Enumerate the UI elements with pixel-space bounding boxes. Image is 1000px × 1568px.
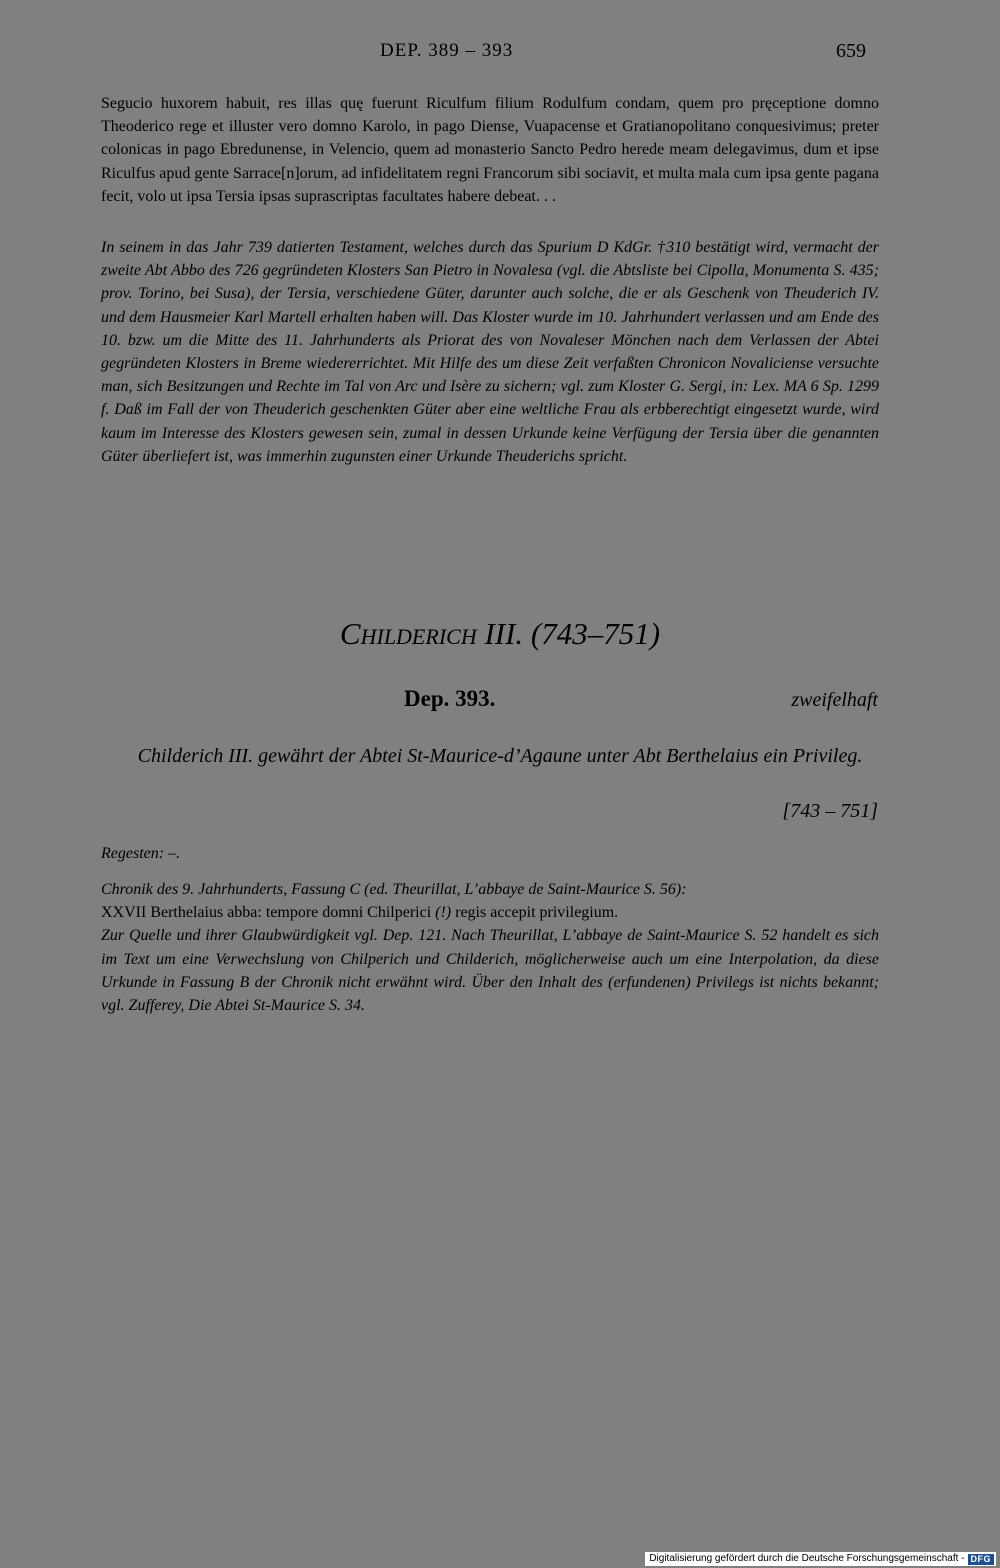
entry-date: [743 – 751] xyxy=(782,800,878,822)
entry-summary: Childerich III. gewährt der Abtei St-Maurice-d’Agaune unter Abt Berthelaius ein Privileg. xyxy=(137,745,863,767)
charter-excerpt: Segucio huxorem habuit, res illas quę fuerunt Riculfum filium Rodulfum condam, quem pro pręceptione domno Theoderico rege et illuster vero domno Karolo, in pago Diense, Vuapacense et Gratianopolitano conquesivimus; preter colonicas in pago Ebredunense, in Velencio, quem ad monasterio Sancto Pedro herede meam delegavimus, dum et ipse Riculfus apud gente Sarrace[n]orum, ad infidelitatem regni Francorum sibi sociavit, et multa mala cum ipsa gente pagana fecit, volo ut ipsa Tersia ipsas suprascriptas facultates habere debeat. . . xyxy=(101,95,879,205)
source-note: Zur Quelle und ihrer Glaubwürdigkeit vgl. Dep. 121. Nach Theurillat, L’abbaye de Saint-Maurice S. 52 handelt es sich im Text um eine Verwechslung von Chilperich und Childerich, möglicherweise auch um eine Interpolation, da diese Urkunde in Fassung B der Chronik nicht erwähnt wird. Über den Inhalt des (erfundenen) Privilegs ist nichts bekannt; vgl. Zufferey, Die Abtei St-Maurice S. 34. xyxy=(101,927,879,1015)
entry-status: zweifelhaft xyxy=(791,689,878,711)
commentary-paragraph: In seinem in das Jahr 739 datierten Testament, welches durch das Spurium D KdGr. †310 bestätigt wird, vermacht der zweite Abt Abbo des 726 gegründeten Klosters San Pietro in Novalesa (vgl. die Abtsliste bei Cipolla, Monumenta S. 435; prov. Torino, bei Susa), der Tersia, verschiedene Güter, darunter auch solche, die er als Geschenk von Theuderich IV. und dem Hausmeier Karl Martell erhalten haben will. Das Kloster wurde im 10. Jahrhundert verlassen und am Ende des 10. bzw. um die Mitte des 11. Jahrhunderts als Priorat des von Novaleser Mönchen nach dem Verlassen der Abtei gegründeten Klosters in Breme wiedererrichtet. Mit Hilfe des um diese Zeit verfaßten Chronicon Novaliciense versuchte man, sich Besitzungen und Rechte im Tal von Arc und Isère zu sichern; vgl. zum Kloster G. Sergi, in: Lex. MA 6 Sp. 1299 f. Daß im Fall der von Theuderich geschenkten Güter aber eine weltliche Frau als erbberechtigt eingesetzt wurde, wird kaum im Interesse des Klosters gewesen sein, zumal in dessen Urkunde keine Verfügung der Tersia über die genannten Güter überliefert ist, was immerhin zugunsten einer Urkunde Theuderichs spricht. xyxy=(101,239,879,465)
running-head: DEP. 389 – 393 xyxy=(380,40,514,61)
page-number: 659 xyxy=(836,40,866,62)
chronicle-quote-part-a: XXVII Berthelaius abba: tempore domni Chilperici xyxy=(101,904,436,922)
chronicle-section xyxy=(101,878,879,1017)
chapter-years: (743–751) xyxy=(530,616,661,651)
chronicle-quote-mark: (!) xyxy=(435,904,452,922)
regesten-line: Regesten: –. xyxy=(101,845,181,862)
chapter-title xyxy=(0,616,1000,652)
dfg-logo: DFG xyxy=(968,1554,995,1565)
digitization-credit xyxy=(645,1552,996,1566)
entry-number: Dep. 393. xyxy=(404,686,496,711)
chronicle-quote xyxy=(101,901,879,924)
chronicle-quote-part-b: regis accepit privilegium. xyxy=(451,904,619,922)
chapter-name: Childerich III. xyxy=(339,616,524,651)
credit-text: Digitalisierung gefördert durch die Deutsche Forschungsgemeinschaft - xyxy=(649,1553,965,1564)
chronicle-citation: Chronik des 9. Jahrhunderts, Fassung C (ed. Theurillat, L’abbaye de Saint-Maurice S. 56): xyxy=(101,881,687,898)
